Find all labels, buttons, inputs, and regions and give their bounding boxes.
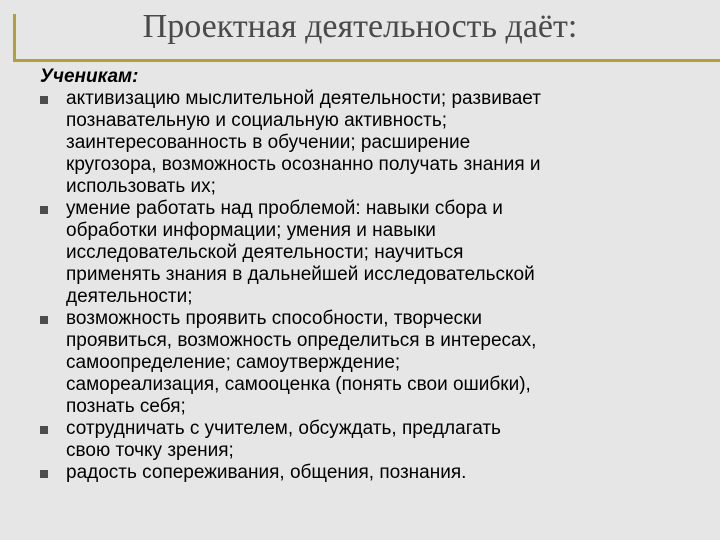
square-bullet-icon (40, 206, 48, 214)
slide-content (40, 66, 715, 484)
item-line: кругозора, возможность осознанно получать знания и (66, 154, 541, 175)
list-item (40, 198, 715, 308)
square-bullet-icon (40, 426, 48, 434)
item-line: самоопределение; самоутверждение; (66, 352, 401, 373)
item-line: деятельности; (66, 286, 193, 307)
item-line: познать себя; (66, 396, 186, 417)
item-line: проявиться, возможность определиться в интересах, (66, 330, 537, 351)
item-line: заинтересованность в обучении; расширение (66, 132, 471, 153)
title-frame-horizontal-line (13, 59, 720, 62)
list-item (40, 88, 715, 198)
item-line: исследовательской деятельности; научиться (66, 242, 464, 263)
item-line: применять знания в дальнейшей исследовательской (66, 264, 535, 285)
item-line: обработки информации; умения и навыки (66, 220, 436, 241)
list-item (40, 462, 715, 484)
square-bullet-icon (40, 470, 48, 478)
square-bullet-icon (40, 316, 48, 324)
item-line: самореализация, самооценка (понять свои ошибки), (66, 374, 531, 395)
section-label: Ученикам: (40, 66, 139, 87)
square-bullet-icon (40, 96, 48, 104)
item-line: познавательную и социальную активность; (66, 110, 448, 131)
list-item (40, 418, 715, 462)
item-line: использовать их; (66, 176, 216, 197)
slide-title: Проектная деятельность даёт: (142, 8, 578, 45)
item-line: сотрудничать с учителем, обсуждать, предлагать (66, 418, 501, 439)
bullet-list (40, 88, 715, 484)
item-line: свою точку зрения; (66, 440, 234, 461)
item-line: активизацию мыслительной деятельности; развивает (66, 88, 541, 109)
list-item (40, 308, 715, 418)
item-line: радость сопереживания, общения, познания. (66, 462, 467, 483)
item-line: возможность проявить способности, творчески (66, 308, 482, 329)
item-line: умение работать над проблемой: навыки сбора и (66, 198, 503, 219)
